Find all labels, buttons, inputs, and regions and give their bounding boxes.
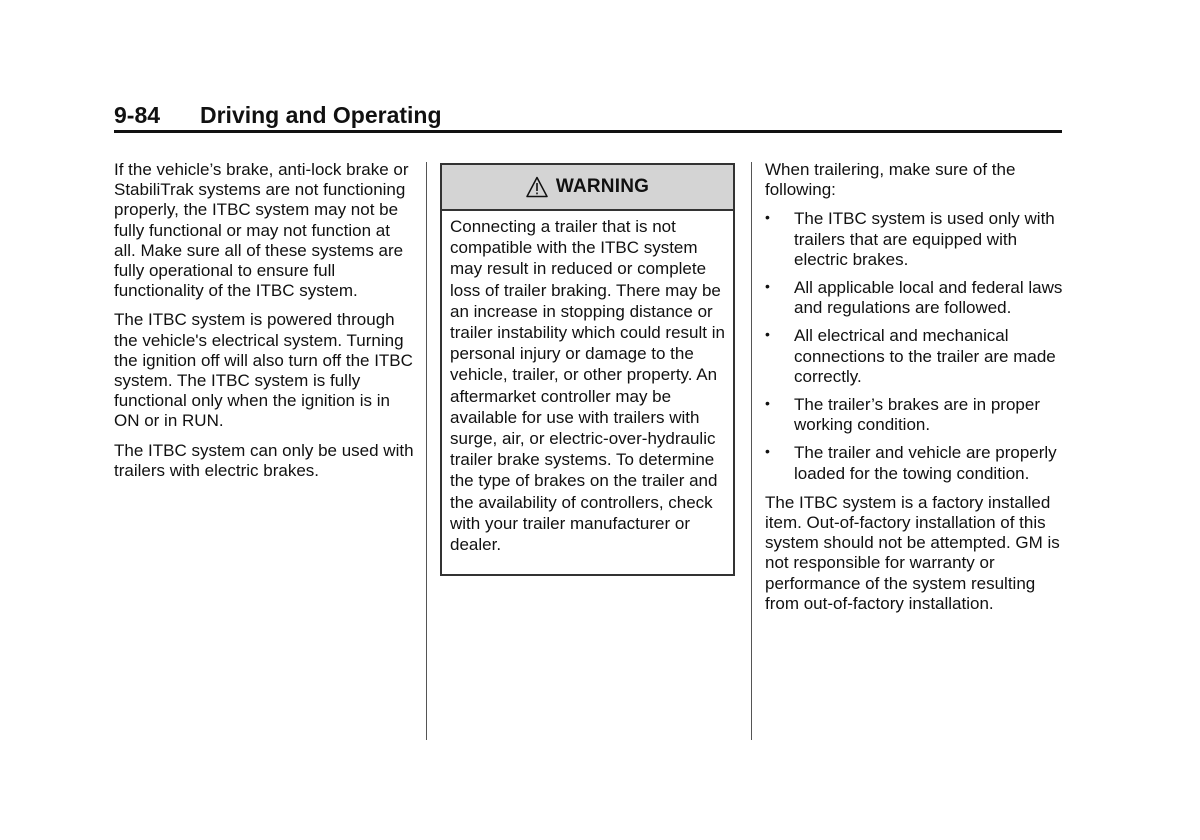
page-header xyxy=(114,100,1062,133)
list-item xyxy=(765,395,1065,435)
list-item xyxy=(765,278,1065,318)
column-left xyxy=(114,160,414,490)
intro-text: When trailering, make sure of the following: xyxy=(765,160,1016,200)
bullet-icon: • xyxy=(765,209,770,226)
list-item-text: All electrical and mechanical connections to the trailer are made correctly. xyxy=(794,326,1056,386)
warning-text: Connecting a trailer that is not compatible with the ITBC system may result in reduced or complete loss of trailer braking. There may be an increase in stopping distance or trailer instability which could result in personal injury or damage to the vehicle, trailer, or other property. An aftermarket controller may be available for use with trailers with surge, air, or electric-over-hydraulic trailer brake systems. To determine the type of brakes on the trailer and the availability of controllers, check with your trailer manufacturer or dealer. xyxy=(450,217,725,555)
paragraph: If the vehicle’s brake, anti-lock brake or StabiliTrak systems are not functioning properly, the ITBC system may not be fully functional or may not function at all. Make sure all of these systems are fully operational to ensure full functionality of the ITBC system. xyxy=(114,160,409,301)
column-divider xyxy=(426,162,427,740)
closing-paragraph: The ITBC system is a factory installed item. Out-of-factory installation of this system should not be attempted. GM is not responsible for warranty or performance of the system resulting from out-of-factory installation. xyxy=(765,492,1060,613)
list-item xyxy=(765,209,1065,270)
column-divider xyxy=(751,162,752,740)
bullet-icon: • xyxy=(765,443,770,460)
paragraph: The ITBC system is powered through the vehicle's electrical system. Turning the ignition off will also turn off the ITBC system. The ITBC system is fully functional only when the ignition is in ON or in RUN. xyxy=(114,310,413,431)
bullet-icon: • xyxy=(765,326,770,343)
bullet-icon: • xyxy=(765,395,770,412)
warning-title: WARNING xyxy=(555,176,650,197)
list-item xyxy=(765,326,1065,387)
warning-triangle-icon xyxy=(526,176,548,198)
list-item-text: The trailer and vehicle are properly loaded for the towing condition. xyxy=(794,443,1057,483)
warning-box xyxy=(440,163,735,576)
list-item-text: All applicable local and federal laws and regulations are followed. xyxy=(794,278,1063,318)
list-item xyxy=(765,443,1065,483)
bullet-icon: • xyxy=(765,278,770,295)
warning-header xyxy=(442,165,733,211)
section-title: Driving and Operating xyxy=(200,102,442,128)
list-item-text: The ITBC system is used only with trailers that are equipped with electric brakes. xyxy=(794,209,1055,269)
page-number: 9-84 xyxy=(114,102,161,128)
paragraph: The ITBC system can only be used with trailers with electric brakes. xyxy=(114,440,414,480)
list-item-text: The trailer’s brakes are in proper working condition. xyxy=(794,395,1040,435)
column-right xyxy=(765,160,1065,623)
checklist xyxy=(765,209,1065,483)
